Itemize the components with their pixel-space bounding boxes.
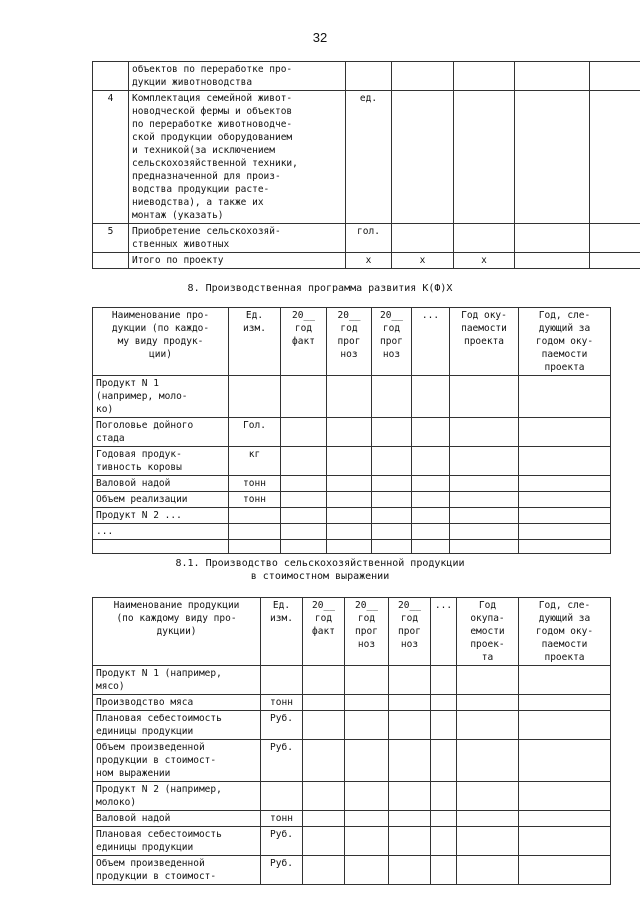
table-row [93, 740, 611, 782]
section-8-title: 8. Производственная программа развития К(Ф)Х [187, 283, 453, 294]
value-cell [372, 418, 412, 447]
value-cell [281, 540, 327, 554]
column-header: 20__ год факт [303, 598, 345, 666]
product-name-cell: Поголовье дойного стада [93, 418, 229, 447]
value-cell [372, 508, 412, 524]
production-program-table [92, 307, 611, 554]
product-name-cell: Продукт N 1 (например, мясо) [93, 666, 261, 695]
value-cell [372, 376, 412, 418]
table-cell [515, 253, 590, 269]
table-cell: х [454, 253, 515, 269]
unit-cell: тонн [261, 695, 303, 711]
column-header: ... [412, 308, 450, 376]
header-row [93, 308, 611, 376]
product-name-cell: Плановая себестоимость единицы продукции [93, 827, 261, 856]
unit-cell [229, 376, 281, 418]
value-cell [327, 540, 372, 554]
column-header: 20__ год прог ноз [372, 308, 412, 376]
column-header: Ед. изм. [261, 598, 303, 666]
value-cell [457, 856, 519, 885]
table-row [93, 224, 640, 253]
table-cell: Комплектация семейной живот- новодческой фермы и объектов по переработке животноводче- ской продукции оборудованием и техникой(за исключением сельскохозяйственной техники, предназначенной для произ- водства продукции расте- ниеводства), а также их монтаж (указать) [129, 91, 346, 224]
product-name-cell: Продукт N 2 (например, молоко) [93, 782, 261, 811]
value-cell [519, 811, 611, 827]
column-header: Наименование про- дукции (по каждо- му виду продук- ции) [93, 308, 229, 376]
unit-cell: тонн [229, 476, 281, 492]
table-row [93, 447, 611, 476]
unit-cell [229, 508, 281, 524]
unit-cell: кг [229, 447, 281, 476]
value-cell [303, 811, 345, 827]
table-row [93, 508, 611, 524]
value-cell [519, 856, 611, 885]
table-cell [515, 224, 590, 253]
table-cell: 4 [93, 91, 129, 224]
table-row [93, 62, 640, 91]
value-cell [457, 695, 519, 711]
table-cell [590, 91, 640, 224]
value-cell [457, 666, 519, 695]
value-cell [519, 524, 611, 540]
table-cell [392, 62, 454, 91]
value-cell [450, 508, 519, 524]
value-cell [281, 376, 327, 418]
value-cell [303, 666, 345, 695]
column-header: Год, сле- дующий за годом оку- паемости проекта [519, 308, 611, 376]
unit-cell: Гол. [229, 418, 281, 447]
table-row [93, 540, 611, 554]
table-row [93, 711, 611, 740]
table-cell: 5 [93, 224, 129, 253]
product-name-cell: Плановая себестоимость единицы продукции [93, 711, 261, 740]
value-cell [519, 376, 611, 418]
table-cell [515, 91, 590, 224]
value-cell [389, 811, 431, 827]
table-cell: Приобретение сельскохозяй- ственных животных [129, 224, 346, 253]
value-cell [450, 476, 519, 492]
value-cell [412, 476, 450, 492]
product-name-cell: Продукт N 1 (например, моло- ко) [93, 376, 229, 418]
value-cell [281, 508, 327, 524]
product-name-cell [93, 540, 229, 554]
column-header: 20__ год прог ноз [345, 598, 389, 666]
value-cell [519, 740, 611, 782]
table-row [93, 253, 640, 269]
value-cell [281, 476, 327, 492]
table-cell [392, 224, 454, 253]
value-cell [327, 476, 372, 492]
value-cell [327, 418, 372, 447]
value-cell [457, 782, 519, 811]
table-row [93, 666, 611, 695]
value-cell [372, 492, 412, 508]
table-cell: х [346, 253, 392, 269]
value-cell [412, 524, 450, 540]
value-cell [450, 376, 519, 418]
value-cell [327, 492, 372, 508]
value-cell [345, 811, 389, 827]
product-name-cell: Годовая продук- тивность коровы [93, 447, 229, 476]
value-cell [457, 811, 519, 827]
table-cell: ед. [346, 91, 392, 224]
table-cell: Итого по проекту [129, 253, 346, 269]
value-cell [431, 695, 457, 711]
value-cell [345, 827, 389, 856]
table-row [93, 524, 611, 540]
value-cell [389, 827, 431, 856]
value-cell [345, 740, 389, 782]
value-cell [303, 827, 345, 856]
value-cell [431, 782, 457, 811]
value-cell [327, 524, 372, 540]
value-cell [431, 856, 457, 885]
unit-cell [229, 524, 281, 540]
table-row [93, 811, 611, 827]
column-header: 20__ год факт [281, 308, 327, 376]
unit-cell: Руб. [261, 827, 303, 856]
value-cell [303, 711, 345, 740]
unit-cell: Руб. [261, 856, 303, 885]
value-cell [345, 666, 389, 695]
table-row [93, 418, 611, 447]
value-cell [281, 524, 327, 540]
product-name-cell: Валовой надой [93, 476, 229, 492]
value-cell [372, 476, 412, 492]
value-cell [412, 492, 450, 508]
value-cell [450, 524, 519, 540]
table-cell: х [392, 253, 454, 269]
value-cell [281, 447, 327, 476]
value-cell [345, 856, 389, 885]
table-cell [392, 91, 454, 224]
table-row [93, 376, 611, 418]
value-cell [345, 711, 389, 740]
value-cell [519, 827, 611, 856]
table-cell [454, 91, 515, 224]
value-cell [457, 827, 519, 856]
product-name-cell: ... [93, 524, 229, 540]
value-cell [519, 492, 611, 508]
table-cell [590, 253, 640, 269]
value-cell [389, 782, 431, 811]
table-cell [93, 253, 129, 269]
table-row [93, 695, 611, 711]
section-8-1-title: 8.1. Производство сельскохозяйственной продукции в стоимостном выражении [175, 558, 465, 582]
value-cell [519, 695, 611, 711]
value-cell [389, 666, 431, 695]
table-cell [346, 62, 392, 91]
value-cell [303, 782, 345, 811]
value-cell [457, 711, 519, 740]
unit-cell: тонн [229, 492, 281, 508]
value-cell [431, 740, 457, 782]
value-cell [519, 418, 611, 447]
table-row [93, 856, 611, 885]
column-header: 20__ год прог ноз [389, 598, 431, 666]
value-cell [450, 418, 519, 447]
unit-cell: Руб. [261, 711, 303, 740]
product-name-cell: Объем реализации [93, 492, 229, 508]
value-cell [327, 447, 372, 476]
value-cell [327, 508, 372, 524]
value-cell [519, 540, 611, 554]
value-cell [412, 376, 450, 418]
value-cell [372, 524, 412, 540]
production-value-table [92, 597, 611, 885]
value-cell [389, 695, 431, 711]
page-number: 32 [312, 30, 328, 45]
value-cell [412, 447, 450, 476]
value-cell [372, 447, 412, 476]
table-row [93, 91, 640, 224]
table-cell: гол. [346, 224, 392, 253]
table-row [93, 476, 611, 492]
value-cell [450, 540, 519, 554]
value-cell [389, 856, 431, 885]
column-header: Год окупа- емости проек- та [457, 598, 519, 666]
value-cell [412, 418, 450, 447]
value-cell [389, 711, 431, 740]
product-name-cell: Производство мяса [93, 695, 261, 711]
unit-cell: Руб. [261, 740, 303, 782]
value-cell [519, 476, 611, 492]
product-name-cell: Объем произведенной продукции в стоимост- ном выражении [93, 740, 261, 782]
value-cell [345, 782, 389, 811]
table-cell [590, 224, 640, 253]
value-cell [519, 508, 611, 524]
value-cell [519, 782, 611, 811]
column-header: Ед. изм. [229, 308, 281, 376]
column-header: Наименование продукции (по каждому виду про- дукции) [93, 598, 261, 666]
value-cell [281, 418, 327, 447]
value-cell [345, 695, 389, 711]
table-row [93, 782, 611, 811]
column-header: ... [431, 598, 457, 666]
table-cell [454, 62, 515, 91]
product-name-cell: Валовой надой [93, 811, 261, 827]
table-cell [454, 224, 515, 253]
value-cell [431, 666, 457, 695]
value-cell [412, 508, 450, 524]
table-row [93, 492, 611, 508]
product-name-cell: Продукт N 2 ... [93, 508, 229, 524]
value-cell [303, 856, 345, 885]
product-name-cell: Объем произведенной продукции в стоимост- [93, 856, 261, 885]
table-row [93, 827, 611, 856]
column-header: Год, сле- дующий за годом оку- паемости проекта [519, 598, 611, 666]
value-cell [519, 711, 611, 740]
column-header: Год оку- паемости проекта [450, 308, 519, 376]
value-cell [281, 492, 327, 508]
value-cell [303, 695, 345, 711]
value-cell [431, 711, 457, 740]
table-cell [515, 62, 590, 91]
value-cell [519, 666, 611, 695]
value-cell [457, 740, 519, 782]
header-row [93, 598, 611, 666]
value-cell [412, 540, 450, 554]
unit-cell [261, 666, 303, 695]
unit-cell: тонн [261, 811, 303, 827]
value-cell [519, 447, 611, 476]
value-cell [372, 540, 412, 554]
column-header: 20__ год прог ноз [327, 308, 372, 376]
value-cell [327, 376, 372, 418]
table-cell [590, 62, 640, 91]
table-cell: объектов по переработке про- дукции животноводства [129, 62, 346, 91]
value-cell [450, 447, 519, 476]
value-cell [431, 811, 457, 827]
value-cell [431, 827, 457, 856]
value-cell [303, 740, 345, 782]
table-cell [93, 62, 129, 91]
investment-items-table [92, 61, 640, 269]
value-cell [450, 492, 519, 508]
unit-cell [229, 540, 281, 554]
value-cell [389, 740, 431, 782]
unit-cell [261, 782, 303, 811]
